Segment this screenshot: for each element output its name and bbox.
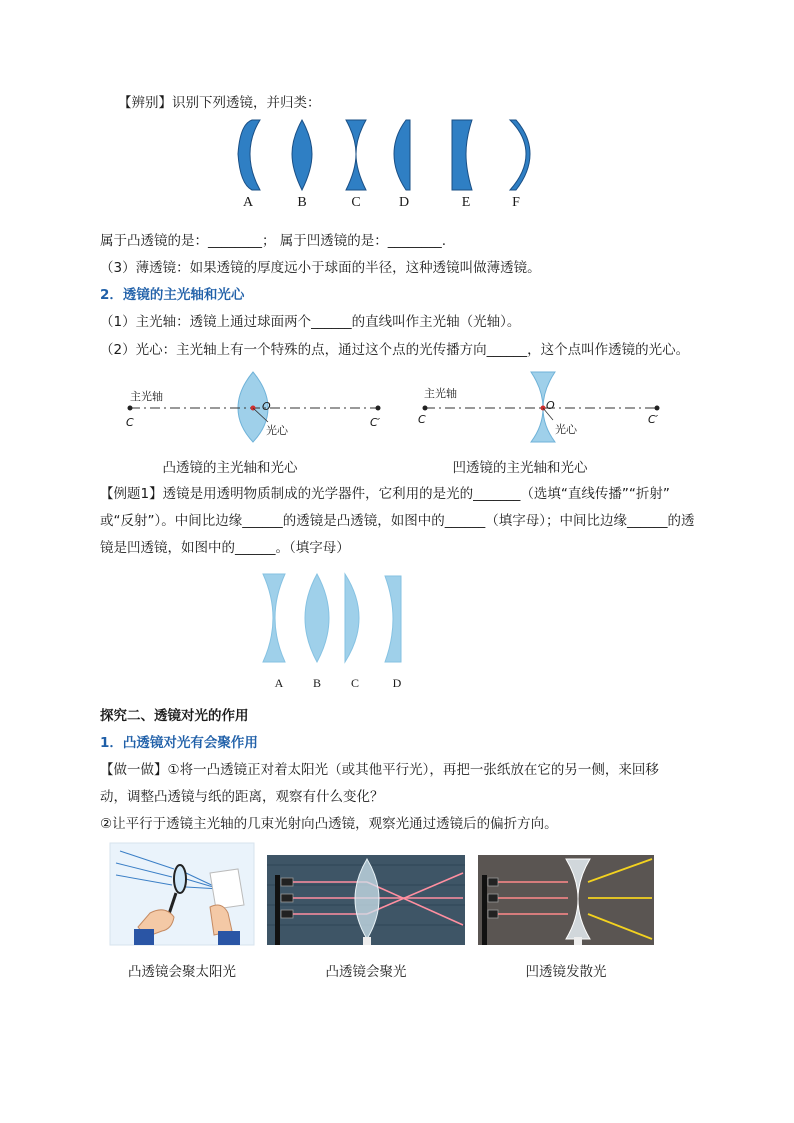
try-line3: ②让平行于透镜主光轴的几束光射向凸透镜，观察光通过透镜后的偏折方向。 <box>100 816 558 832</box>
classify-line: 属于凸透镜的是：________； 属于凹透镜的是：________. <box>100 233 447 249</box>
ex-lens-C <box>345 574 359 662</box>
ex-label-d: D <box>392 676 402 690</box>
caption-diverge: 凹透镜发散光 <box>525 964 607 980</box>
lens-F <box>510 120 530 190</box>
convex-point-c: C <box>126 416 134 429</box>
lens-C <box>346 120 366 190</box>
example1-line2: 或“反射”）。中间比边缘______的透镜是凸透镜，如图中的______（填字母）；中间比边缘______的透 <box>100 513 695 529</box>
explore2-heading: 探究二、透镜对光的作用 <box>100 708 249 724</box>
concave-axis-label: 主光轴 <box>424 387 457 400</box>
caption-convex-axis: 凸透镜的主光轴和光心 <box>162 460 298 476</box>
caption-concave-axis: 凹透镜的主光轴和光心 <box>452 460 588 476</box>
optical-center-def: （2）光心：主光轴上有一个特殊的点，通过这个点的光传播方向______，这个点叫作透镜的光心。 <box>100 342 690 358</box>
ex-label-c: C <box>350 676 359 690</box>
example1-line3: 镜是凹透镜，如图中的______。（填字母） <box>100 540 350 556</box>
convex-axis-diagram <box>120 370 390 450</box>
lens-label-b: B <box>297 195 307 210</box>
lens-shapes-identify <box>230 118 540 198</box>
convex-point-o: O <box>262 400 271 413</box>
concave-point-c: C <box>418 413 426 426</box>
concave-axis-diagram <box>415 370 675 450</box>
example1-line1: 【例题1】透镜是用透明物质制成的光学器件，它利用的是光的_______（选填“直线传播”“折射” <box>100 486 670 502</box>
convex-center-label: 光心 <box>266 424 288 437</box>
identify-prompt: 【辨别】识别下列透镜，并归类： <box>118 95 321 111</box>
lens-B <box>292 120 312 190</box>
caption-converge: 凸透镜会聚光 <box>325 964 407 980</box>
lens-shapes-example1 <box>255 572 415 664</box>
photo-convex-converge <box>267 855 465 945</box>
ex-lens-A <box>263 574 285 662</box>
concave-center-label: 光心 <box>555 423 577 436</box>
lens-label-d: D <box>398 195 410 210</box>
caption-sunlight: 凸透镜会聚太阳光 <box>128 964 236 980</box>
ex-label-b: B <box>312 676 321 690</box>
try-line2: 动，调整凸透镜与纸的距离，观察有什么变化？ <box>100 789 384 805</box>
explore2-sub1: 1．凸透镜对光有会聚作用 <box>100 735 258 751</box>
try-line1: 【做一做】①将一凸透镜正对着太阳光（或其他平行光），再把一张纸放在它的另一侧，来回移 <box>100 762 659 778</box>
lens-D <box>394 120 410 190</box>
lens-label-f: F <box>512 195 520 210</box>
ex-lens-B <box>305 574 329 662</box>
main-axis-def: （1）主光轴：透镜上通过球面两个______的直线叫作主光轴（光轴）。 <box>100 314 521 330</box>
lens-A <box>238 120 260 190</box>
concave-point-o: O <box>546 399 555 412</box>
thin-lens-def: （3）薄透镜：如果透镜的厚度远小于球面的半径，这种透镜叫做薄透镜。 <box>100 260 541 276</box>
ex-lens-D <box>385 576 401 662</box>
ex-label-a: A <box>274 676 284 690</box>
convex-axis-label: 主光轴 <box>130 390 163 403</box>
lens-label-c: C <box>351 195 361 210</box>
concave-point-c2: C′ <box>648 413 659 426</box>
lens-label-a: A <box>242 195 254 210</box>
section2-heading: 2．透镜的主光轴和光心 <box>100 287 245 303</box>
photo-sunlight-focus <box>110 843 254 945</box>
lens-label-e: E <box>461 195 471 210</box>
convex-point-c2: C′ <box>370 416 381 429</box>
lens-E <box>452 120 472 190</box>
photo-concave-diverge <box>478 855 654 945</box>
